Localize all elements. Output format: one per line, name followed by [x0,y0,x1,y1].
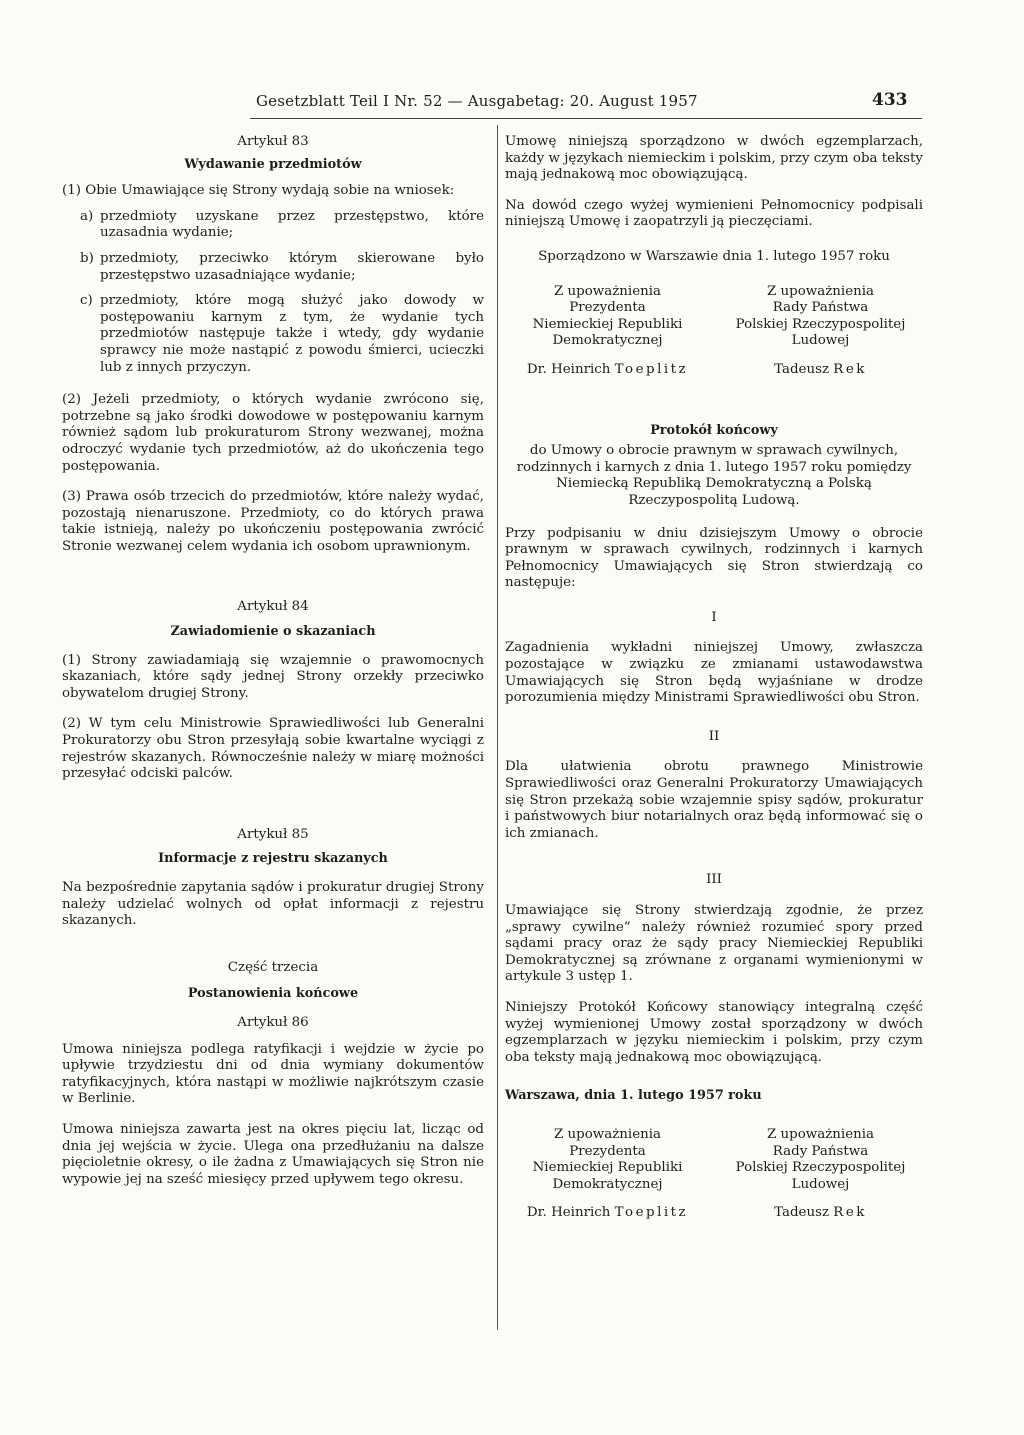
part3-subheading: Postanowienia końcowe [187,986,359,1002]
sig-line: Polskiej Rzeczypospolitej [735,1160,906,1176]
sig-line: Polskiej Rzeczypospolitej [735,316,906,332]
protocol-line-4: Rzeczypospolitą Ludową. [628,492,800,508]
art85-heading: Artykuł 85 [237,826,309,842]
section-number-3: III [706,872,722,888]
section-number-2: II [708,728,720,744]
protocol-line-3: Niemiecką Republiką Demokratyczną a Polską [556,476,872,492]
item-label: c) [80,293,93,309]
section-text-2: Dla ułatwienia obrotu prawnego Ministrowie Sprawiedliwości oraz Generalni Prokuratorzy Umawiających się Stron przekażą sobie wzajemnie spisy sądów, prokuratur i państwowych biur notarialnych oraz będą informować się o ich zmianach. [505,759,923,841]
section-text-1: Zagadnienia wykładni niniejszej Umowy, zwłaszcza pozostające w związku ze zmianami ustawodawstwa Umawiających się Stron będą wyjaśniane w drodze porozumienia między Ministrami Sprawiedliwości obu Stron. [505,640,923,706]
signature-block-2 [505,1127,923,1222]
left-column [62,134,484,1188]
protocol-place-date: Warszawa, dnia 1. lutego 1957 roku [505,1088,762,1104]
sig-line: Z upoważnienia [553,1126,662,1142]
signatory-name: Dr. Heinrich Toeplitz [526,1205,689,1221]
art83-subheading: Wydawanie przedmiotów [184,156,362,172]
signing-place-date: Sporządzono w Warszawie dnia 1. lutego 1957 roku [538,248,890,264]
signature-right [718,1127,923,1222]
section-number-1: I [711,609,717,625]
signatory-name: Dr. Heinrich Toeplitz [526,361,689,377]
item-text: przedmioty, przeciwko którym skierowane było przestępstwo uzasadniające wydanie; [100,250,484,283]
part3-heading: Część trzecia [227,959,319,975]
sig-line: Ludowej [791,333,850,349]
signature-block-1 [505,284,923,379]
right-column [505,134,923,1222]
item-label: b) [80,250,94,266]
sig-line: Ludowej [791,1176,850,1192]
protocol-closing: Niniejszy Protokół Końcowy stanowiący integralną część wyżej wymienionej Umowy został sporządzony w dwóch egzemplarzach w języku niemieckim i polskim, przy czym oba teksty mają jednakową moc obowiązującą. [505,999,923,1065]
sig-line: Rady Państwa [772,300,869,316]
sig-line: Z upoważnienia [766,1126,875,1142]
sig-line: Niemieckiej Republiki [532,316,683,332]
sig-line: Demokratycznej [552,333,663,349]
header-title: Gesetzblatt Teil I Nr. 52 — Ausgabetag: 20. August 1957 [256,92,698,110]
sig-line: Demokratycznej [552,1176,663,1192]
art83-item-a [62,209,484,242]
sig-line: Prezydenta [569,300,646,316]
art84-paragraph-2: (2) W tym celu Ministrowie Sprawiedliwości lub Generalni Prokuratorzy obu Stron przesyłają sobie kwartalne wyciągi z rejestrów skazanych. Równocześnie należy w miarę możności przesyłać odciski palców. [62,716,484,782]
art83-paragraph-2: (2) Jeżeli przedmioty, o których wydanie zwrócono się, potrzebne są jako środki dowodowe w postępowaniu karnym również sądom lub prokuraturom Strony wezwanej, można odroczyć wydanie tych przedmiotów, aż do ukończenia tego postępowania. [62,392,484,474]
art83-item-c [62,293,484,376]
art85-paragraph-1: Na bezpośrednie zapytania sądów i prokuratur drugiej Strony należy udzielać wolnych od opłat informacji z rejestru skazanych. [62,880,484,929]
sig-line: Niemieckiej Republiki [532,1160,683,1176]
section-text-3: Umawiające się Strony stwierdzają zgodnie, że przez „sprawy cywilne“ należy również rozumieć spory przed sądami pracy oraz że sądy pracy Niemieckiej Republiki Demokratycznej są zrównane z organami wymienionymi w artykule 3 ustęp 1. [505,903,923,985]
art85-subheading: Informacje z rejestru skazanych [158,851,388,867]
column-divider [497,125,498,1330]
protocol-intro: Przy podpisaniu w dniu dzisiejszym Umowy o obrocie prawnym w sprawach cywilnych, rodzinnych i karnych Pełnomocnicy Umawiających się Stron stwierdzają co następuje: [505,525,923,591]
signature-left [505,284,710,379]
signature-right [718,284,923,379]
sig-line: Z upoważnienia [766,283,875,299]
sig-line: Z upoważnienia [553,283,662,299]
art83-item-b [62,251,484,284]
header-rule [250,118,922,119]
art86-paragraph-1: Umowa niniejsza podlega ratyfikacji i wejdzie w życie po upływie trzydziestu dni od dnia wymiany dokumentów ratyfikacyjnych, która nastąpi w możliwie najkrótszym czasie w Berlinie. [62,1041,484,1107]
item-label: a) [80,208,94,224]
art84-paragraph-1: (1) Strony zawiadamiają się wzajemnie o prawomocnych skazaniach, które sądy jednej Strony orzekły przeciwko obywatelom drugiej Strony. [62,652,484,701]
sig-line: Prezydenta [569,1143,646,1159]
signatory-name: Tadeusz Rek [774,361,867,377]
sig-line: Rady Państwa [772,1143,869,1159]
art86-heading: Artykuł 86 [237,1014,309,1030]
closing-paragraph-1: Umowę niniejszą sporządzono w dwóch egzemplarzach, każdy w językach niemieckim i polskim, przy czym oba teksty mają jednakową moc obowiązującą. [505,134,923,183]
art84-subheading: Zawiadomienie o skazaniach [170,624,376,640]
art83-paragraph-1: (1) Obie Umawiające się Strony wydają sobie na wniosek: [62,183,455,199]
protocol-title: Protokół końcowy [650,422,778,438]
art83-heading: Artykuł 83 [237,134,309,149]
signatory-name: Tadeusz Rek [774,1205,867,1221]
art84-heading: Artykuł 84 [237,599,309,615]
item-text: przedmioty uzyskane przez przestępstwo, które uzasadnia wydanie; [100,208,484,241]
art83-paragraph-3: (3) Prawa osób trzecich do przedmiotów, które należy wydać, pozostają nienaruszone. Przedmioty, co do których prawa takie istnieją, należy po ukończeniu postępowania zwrócić Stronie wezwanej celem wydania ich osobom uprawnionym. [62,489,484,554]
page-number: 433 [872,90,908,110]
item-text: przedmioty, które mogą służyć jako dowody w postępowaniu karnym z tym, że wydanie tych przedmiotów następuje także i wtedy, gdy wydanie sprawcy nie może nastąpić z powodu śmierci, ucieczki lub z innych przyczyn. [100,293,484,375]
closing-paragraph-2: Na dowód czego wyżej wymienieni Pełnomocnicy podpisali niniejszą Umowę i zaopatrzyli ją pieczęciami. [505,197,923,230]
page-header [0,92,1024,118]
protocol-line-2: rodzinnych i karnych z dnia 1. lutego 1957 roku pomiędzy [516,459,912,475]
signature-left [505,1127,710,1222]
protocol-line-1: do Umowy o obrocie prawnym w sprawach cywilnych, [529,443,899,459]
art86-paragraph-2: Umowa niniejsza zawarta jest na okres pięciu lat, licząc od dnia jej wejścia w życie. Ulega ona przedłużaniu na dalsze pięcioletnie okresy, o ile żadna z Umawiających się Stron nie wypowie jej na sześć miesięcy przed upływem tego okresu. [62,1121,484,1187]
